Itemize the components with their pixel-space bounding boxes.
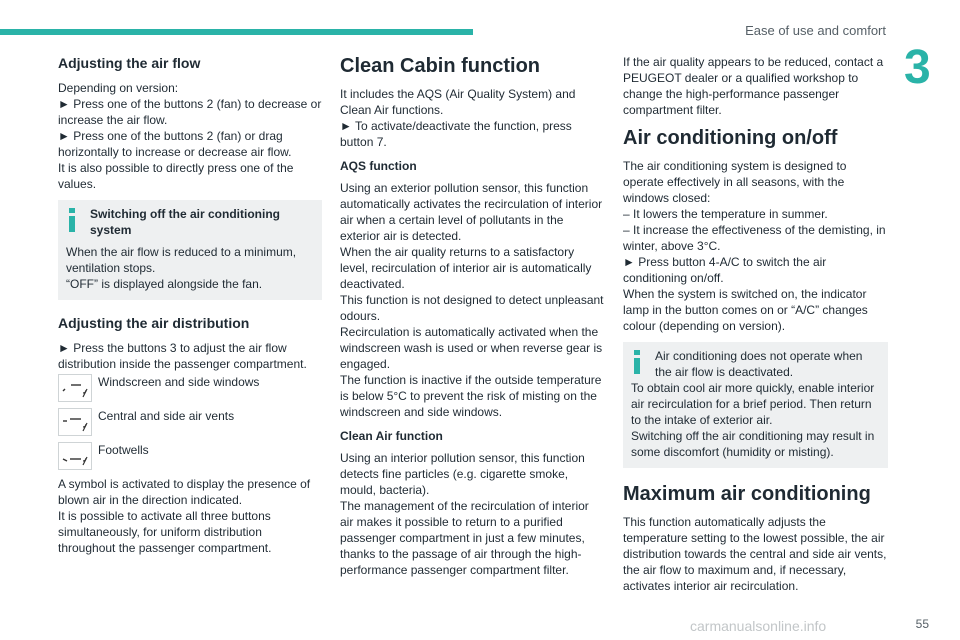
header-accent-bar [0,29,473,35]
paragraph: It is also possible to directly press one of the values. [58,161,294,191]
option-label: Central and side air vents [98,409,235,423]
paragraph: If the air quality appears to be reduced, contact a PEUGEOT dealer or a qualified workshop to change the high-performance passenger compartment filter. [623,55,884,117]
paragraph: Using an exterior pollution sensor, this function automatically activates the recirculation of interior air when a certain level of pollutants in the exterior air is detected. [340,181,603,243]
list-item [58,442,322,470]
paragraph: The air conditioning system is designed to operate effectively in all seasons, with the windows closed: [623,159,847,205]
chapter-number: 3 [904,41,931,94]
note-line: When the air flow is reduced to a minimum, ventilation stops. [66,245,297,275]
paragraph: The management of the recirculation of interior air makes it possible to return to a purified passenger compartment in just a few minutes, thanks to the passage of air through the high-performance passenger compartment filter. [340,499,589,577]
paragraph: – It increase the effectiveness of the demisting, in winter, above 3°C. [623,223,886,253]
paragraph: This function automatically adjusts the temperature setting to the lowest possible, the air distribution towards the central and side air vents, the air flow to maximum and, if necessary, activates interior air recirculation. [623,515,887,593]
paragraph: When the air quality returns to a satisfactory level, recirculation of interior air is automatically deactivated. [340,245,592,291]
paragraph: ► Press one of the buttons 2 (fan) or drag horizontally to increase or decrease air flow. [58,129,292,159]
paragraph: Using an interior pollution sensor, this function detects fine particles (e.g. cigarette smoke, mould, bacteria). [340,451,585,497]
note-line: Air conditioning does not operate when the air flow is deactivated. [655,349,863,379]
option-label: Windscreen and side windows [98,375,260,389]
heading-clean-air-function: Clean Air function [340,429,443,443]
column-1 [58,54,322,556]
clean-air-text [340,450,605,578]
paragraph: Depending on version: [58,81,179,95]
note-line: Switching off the air conditioning may result in some discomfort (humidity or misting). [631,429,875,459]
option-label: Footwells [98,443,149,457]
paragraph: ► Press button 4-A/C to switch the air conditioning on/off. [623,255,827,285]
watermark: carmanualsonline.info [690,618,827,634]
paragraph: The function is inactive if the outside temperature is below 5°C to prevent the risk of misting on the windscreen and side windows. [340,373,602,419]
column-3 [623,54,888,594]
footwell-airflow-icon [58,442,92,470]
note-line: “OFF” is displayed alongside the fan. [66,277,263,291]
info-note-switching-off [58,200,322,300]
paragraph: It includes the AQS (Air Quality System) and Clean Air functions. [340,87,576,117]
column-2 [340,54,605,578]
central-vents-airflow-icon [58,408,92,436]
note-line: To obtain cool air more quickly, enable interior air recirculation for a brief period. Then return to the intake of exterior air. [631,381,875,427]
info-note-air-conditioning [623,342,888,468]
distribution-text [58,476,322,556]
heading-maximum-air-conditioning: Maximum air conditioning [623,483,871,505]
section-header-title: Ease of use and comfort [745,23,886,38]
paragraph: – It lowers the temperature in summer. [623,207,828,221]
heading-air-conditioning: Air conditioning on/off [623,127,838,149]
paragraph: It is possible to activate all three buttons simultaneously, for uniform distribution throughout the passenger compartment. [58,509,272,555]
clean-cabin-intro [340,86,605,150]
paragraph: Recirculation is automatically activated when the windscreen wash is used or when reverse gear is engaged. [340,325,603,371]
list-item [58,408,322,436]
paragraph: When the system is switched on, the indicator lamp in the button comes on or “A/C” changes colour (depending on version). [623,287,868,333]
heading-adjusting-air-flow: Adjusting the air flow [58,55,201,71]
note-title: Switching off the air conditioning system [90,207,280,237]
air-conditioning-text [623,158,888,334]
page-number: 55 [915,617,929,631]
list-item [58,374,322,402]
heading-clean-cabin: Clean Cabin function [340,55,540,77]
paragraph: This function is not designed to detect unpleasant odours. [340,293,604,323]
heading-air-distribution: Adjusting the air distribution [58,315,250,331]
air-flow-text [58,80,322,192]
paragraph: ► Press one of the buttons 2 (fan) to decrease or increase the air flow. [58,97,322,127]
windscreen-airflow-icon [58,374,92,402]
paragraph: A symbol is activated to display the presence of blown air in the direction indicated. [58,477,311,507]
paragraph: ► To activate/deactivate the function, press button 7. [340,119,572,149]
info-icon [66,208,78,232]
aqs-text [340,180,605,420]
paragraph: ► Press the buttons 3 to adjust the air flow distribution inside the passenger compartment. [58,341,307,371]
heading-aqs-function: AQS function [340,159,417,173]
info-icon [631,350,643,374]
